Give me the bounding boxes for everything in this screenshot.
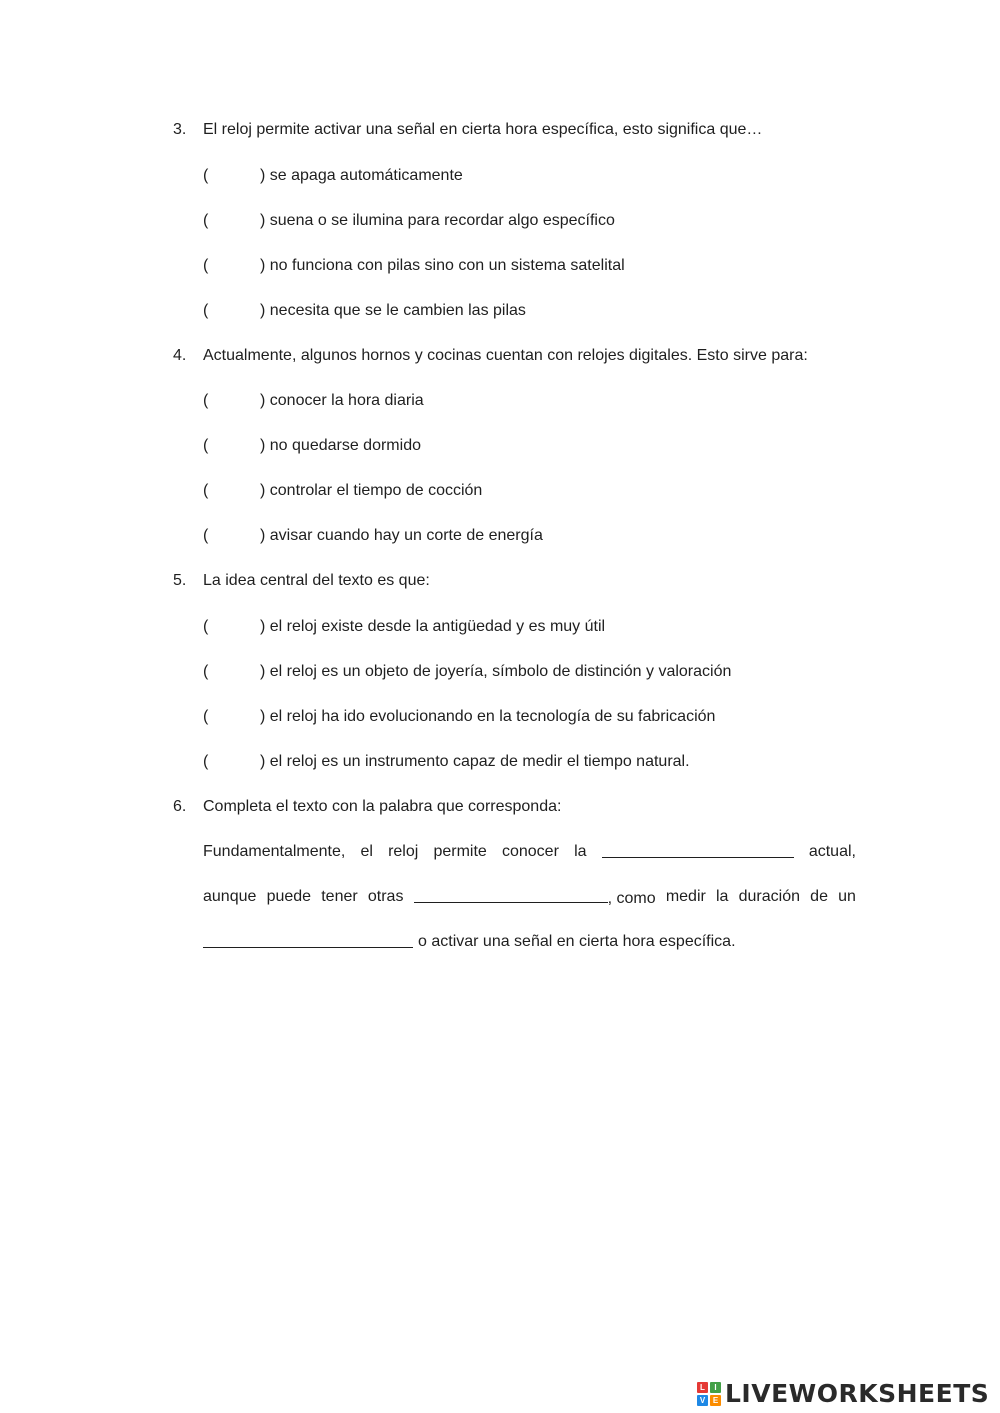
logo-mark-letter: I bbox=[710, 1382, 721, 1393]
fill-word: permite bbox=[433, 843, 487, 860]
fill-word: el bbox=[360, 843, 373, 860]
question-text: El reloj permite activar una señal en cierta hora específica, esto significa que… bbox=[203, 121, 763, 138]
logo-mark-letter: L bbox=[697, 1382, 708, 1393]
liveworksheets-logo bbox=[697, 1379, 989, 1409]
fill-word: actual, bbox=[808, 843, 856, 860]
fill-word: la bbox=[574, 843, 587, 860]
option-text: ) no funciona con pilas sino con un sistema satelital bbox=[260, 257, 625, 274]
option-open-paren: ( bbox=[203, 663, 209, 680]
fill-text-tail: o activar una señal en cierta hora específica. bbox=[418, 933, 736, 950]
question-text: La idea central del texto es que: bbox=[203, 572, 430, 589]
option-text: ) el reloj es un instrumento capaz de medir el tiempo natural. bbox=[260, 753, 690, 770]
fill-word: de bbox=[810, 888, 828, 905]
option-open-paren: ( bbox=[203, 212, 209, 229]
fill-word: reloj bbox=[388, 843, 419, 860]
option-text: ) el reloj es un objeto de joyería, símbolo de distinción y valoración bbox=[260, 663, 732, 680]
fill-word: conocer bbox=[501, 843, 559, 860]
question-number: 6. bbox=[173, 798, 187, 815]
fill-word: puede bbox=[266, 888, 312, 905]
question-number: 5. bbox=[173, 572, 187, 589]
fill-word: medir bbox=[665, 888, 706, 905]
fill-paragraph-line-1 bbox=[203, 842, 856, 862]
option-open-paren: ( bbox=[203, 618, 209, 635]
fill-word: otras bbox=[367, 888, 404, 905]
question-text: Actualmente, algunos hornos y cocinas cuentan con relojes digitales. Esto sirve para: bbox=[203, 347, 808, 364]
logo-mark-letter: V bbox=[697, 1395, 708, 1406]
option-text: ) el reloj existe desde la antigüedad y es muy útil bbox=[260, 618, 606, 635]
option-open-paren: ( bbox=[203, 527, 209, 544]
blank-input-2[interactable] bbox=[414, 887, 608, 903]
fill-paragraph-line-3 bbox=[203, 932, 856, 952]
logo-mark-icon bbox=[697, 1382, 721, 1406]
fill-word: , como bbox=[607, 890, 656, 907]
option-text: ) se apaga automáticamente bbox=[260, 167, 463, 184]
option-open-paren: ( bbox=[203, 437, 209, 454]
blank-input-3[interactable] bbox=[203, 932, 413, 948]
option-text: ) suena o se ilumina para recordar algo específico bbox=[260, 212, 615, 229]
logo-mark-letter: E bbox=[710, 1395, 721, 1406]
question-number: 3. bbox=[173, 121, 187, 138]
fill-word: tener bbox=[321, 888, 358, 905]
option-text: ) controlar el tiempo de cocción bbox=[260, 482, 483, 499]
logo-text: LIVEWORKSHEETS bbox=[725, 1379, 990, 1408]
option-open-paren: ( bbox=[203, 257, 209, 274]
option-text: ) no quedarse dormido bbox=[260, 437, 421, 454]
option-open-paren: ( bbox=[203, 708, 209, 725]
fill-word: duración bbox=[738, 888, 800, 905]
option-text: ) el reloj ha ido evolucionando en la tecnología de su fabricación bbox=[260, 708, 716, 725]
question-number: 4. bbox=[173, 347, 187, 364]
option-open-paren: ( bbox=[203, 392, 209, 409]
fill-word: aunque bbox=[203, 888, 257, 905]
fill-word: un bbox=[838, 888, 856, 905]
option-text: ) necesita que se le cambien las pilas bbox=[260, 302, 526, 319]
option-open-paren: ( bbox=[203, 482, 209, 499]
question-text: Completa el texto con la palabra que corresponda: bbox=[203, 798, 562, 815]
blank-group bbox=[414, 887, 656, 909]
fill-word: la bbox=[716, 888, 729, 905]
fill-word: Fundamentalmente, bbox=[203, 843, 346, 860]
fill-paragraph-line-2 bbox=[203, 887, 856, 909]
blank-input-1[interactable] bbox=[602, 842, 794, 858]
option-open-paren: ( bbox=[203, 302, 209, 319]
option-text: ) avisar cuando hay un corte de energía bbox=[260, 527, 543, 544]
option-open-paren: ( bbox=[203, 753, 209, 770]
option-text: ) conocer la hora diaria bbox=[260, 392, 424, 409]
option-open-paren: ( bbox=[203, 167, 209, 184]
